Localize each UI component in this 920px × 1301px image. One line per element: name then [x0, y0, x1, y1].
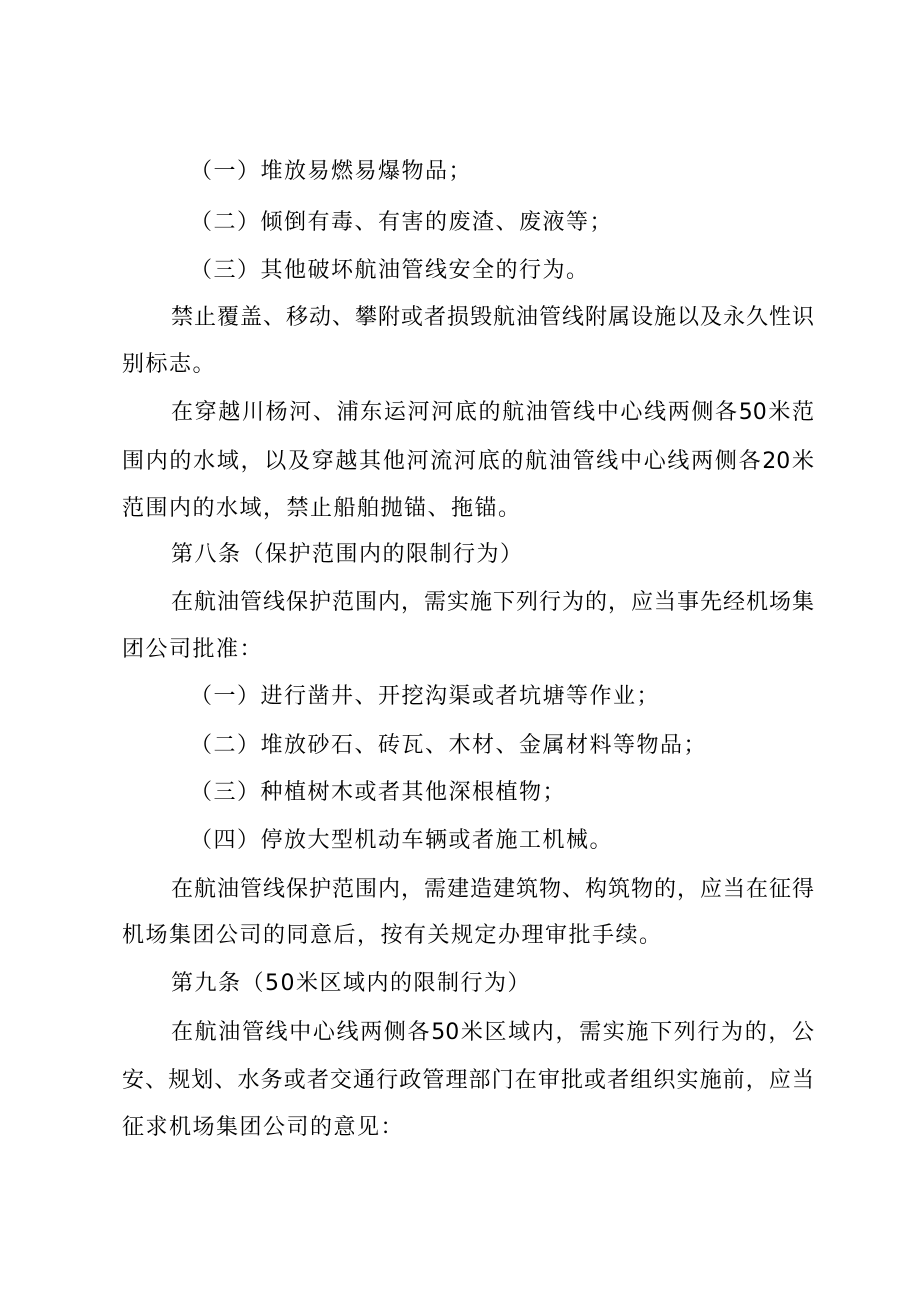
list-item: （三）种植树木或者其他深根植物；	[190, 780, 567, 805]
paragraph-line: 在航油管线保护范围内，需实施下列行为的，应当事先经机场集	[171, 590, 814, 615]
article-title: 第九条（50米区域内的限制行为）	[171, 971, 531, 996]
list-item: （二）倾倒有毒、有害的废渣、废液等；	[190, 210, 614, 235]
paragraph-line: 团公司批准：	[122, 637, 264, 662]
paragraph-line: 安、规划、水务或者交通行政管理部门在审批或者组织实施前，应当	[122, 1068, 814, 1093]
paragraph-line: 在航油管线保护范围内，需建造建筑物、构筑物的，应当在征得	[171, 877, 814, 902]
paragraph-line: 在穿越川杨河、浦东运河河底的航油管线中心线两侧各50米范	[171, 400, 814, 425]
paragraph-line: 别标志。	[122, 352, 217, 377]
paragraph-line: 征求机场集团公司的意见：	[122, 1115, 405, 1140]
paragraph-line: 在航油管线中心线两侧各50米区域内，需实施下列行为的，公	[171, 1020, 814, 1045]
paragraph-line: 机场集团公司的同意后，按有关规定办理审批手续。	[122, 923, 663, 948]
list-item: （二）堆放砂石、砖瓦、木材、金属材料等物品；	[190, 733, 708, 758]
paragraph-line: 范围内的水域，禁止船舶抛锚、拖锚。	[122, 496, 522, 521]
paragraph-line: 禁止覆盖、移动、攀附或者损毁航油管线附属设施以及永久性识	[171, 305, 814, 330]
list-item: （一）堆放易燃易爆物品；	[190, 159, 473, 184]
list-item: （四）停放大型机动车辆或者施工机械。	[190, 828, 614, 853]
article-title: 第八条（保护范围内的限制行为）	[171, 542, 524, 567]
list-item: （一）进行凿井、开挖沟渠或者坑塘等作业；	[190, 684, 661, 709]
list-item: （三）其他破坏航油管线安全的行为。	[190, 258, 590, 283]
paragraph-line: 围内的水域，以及穿越其他河流河底的航油管线中心线两侧各20米	[122, 449, 814, 474]
